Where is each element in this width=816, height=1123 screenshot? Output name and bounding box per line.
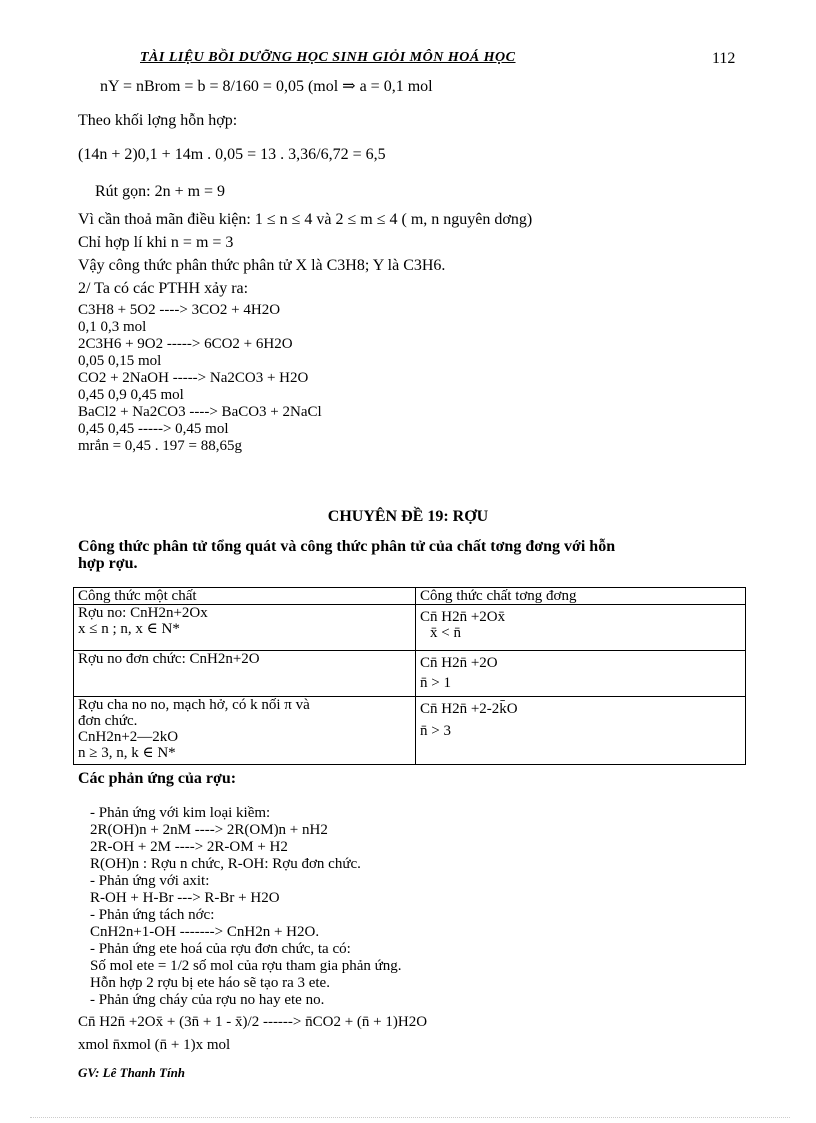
table-row [74, 605, 746, 651]
table-header: Công thức một chất [74, 588, 416, 605]
reaction-line: Số mol ete = 1/2 số mol của rợu tham gia phản ứng. [90, 958, 402, 974]
cell-line: Rợu no đơn chức: CnH2n+2O [78, 651, 260, 667]
table-row [74, 651, 746, 697]
table-header-row [74, 588, 746, 605]
reaction-line: 2R-OH + 2M ----> 2R-OM + H2 [90, 839, 288, 855]
text-line: (14n + 2)0,1 + 14m . 0,05 = 13 . 3,36/6,72 = 6,5 [78, 146, 386, 163]
cell-line: n̄ > 1 [420, 675, 451, 691]
reaction-line: CnH2n+1-OH -------> CnH2n + H2O. [90, 924, 320, 940]
table-cell [74, 651, 416, 697]
text-line: nY = nBrom = b = 8/160 = 0,05 (mol ⇒ a = 0,1 mol [100, 78, 433, 95]
reaction-line: R-OH + H-Br ---> R-Br + H2O [90, 890, 280, 906]
reaction-line: Cn̄ H2n̄ +2Ox̄ + (3n̄ + 1 - x̄)/2 ------> n̄CO2 + (n̄ + 1)H2O [78, 1014, 428, 1030]
table-cell [74, 697, 416, 765]
text-line: 2/ Ta có các PTHH xảy ra: [78, 280, 249, 297]
table-cell [74, 605, 416, 651]
section-title: CHUYÊN ĐỀ 19: RỢU [327, 508, 489, 525]
reaction-line: BaCl2 + Na2CO3 ----> BaCO3 + 2NaCl [78, 404, 322, 420]
formula-table [73, 587, 746, 765]
reaction-line: CO2 + 2NaOH -----> Na2CO3 + H2O [78, 370, 309, 386]
cell-line: Rợu cha no no, mạch hở, có k nối π và [78, 697, 310, 713]
reaction-line: 0,1 0,3 mol [78, 319, 147, 335]
reaction-line: - Phản ứng ete hoá của rợu đơn chức, ta có: [90, 941, 351, 957]
reaction-line: C3H8 + 5O2 ----> 3CO2 + 4H2O [78, 302, 281, 318]
cell-line: Cn̄ H2n̄ +2O [420, 655, 498, 671]
cell-line: Rợu no: CnH2n+2Ox [78, 605, 208, 621]
cell-line: đơn chức. [78, 713, 138, 729]
table-row [74, 697, 746, 765]
text-line: Rút gọn: 2n + m = 9 [95, 183, 226, 200]
footer-author: GV: Lê Thanh Tính [78, 1065, 186, 1080]
table-cell [416, 605, 746, 651]
text-line: Theo khối lợng hỗn hợp: [78, 112, 238, 129]
table-cell [416, 651, 746, 697]
cell-line: Cn̄ H2n̄ +2-2k̄O [420, 701, 518, 717]
subheading: Công thức phân tử tổng quát và công thức phân tử của chất tơng đơng với hỗn [78, 538, 616, 555]
reaction-line: Hỗn hợp 2 rợu bị ete háo sẽ tạo ra 3 ete. [90, 975, 330, 991]
reaction-line: 2C3H6 + 9O2 -----> 6CO2 + 6H2O [78, 336, 293, 352]
reaction-line: 2R(OH)n + 2nM ----> 2R(OM)n + nH2 [90, 822, 328, 838]
cell-line: x̄ < n̄ [430, 625, 461, 641]
cell-line: x ≤ n ; n, x ∈ N* [78, 621, 180, 637]
reaction-line: mrắn = 0,45 . 197 = 88,65g [78, 438, 242, 454]
table-header: Công thức chất tơng đơng [416, 588, 746, 605]
reaction-line: 0,45 0,45 -----> 0,45 mol [78, 421, 229, 437]
reaction-line: - Phản ứng cháy của rợu no hay ete no. [90, 992, 325, 1008]
cell-line: Cn̄ H2n̄ +2Ox̄ [420, 609, 506, 625]
reactions-heading: Các phản ứng của rợu: [78, 770, 237, 787]
reaction-line: - Phản ứng với kim loại kiềm: [90, 805, 271, 821]
text-line: Vì cần thoả mãn điều kiện: 1 ≤ n ≤ 4 và 2 ≤ m ≤ 4 ( m, n nguyên dơng) [78, 211, 533, 228]
reaction-line: - Phản ứng tách nớc: [90, 907, 215, 923]
cell-line: CnH2n+2—2kO [78, 729, 179, 745]
reaction-line: 0,45 0,9 0,45 mol [78, 387, 184, 403]
table-cell [416, 697, 746, 765]
text-line: Chỉ hợp lí khi n = m = 3 [78, 234, 234, 251]
cell-line: n̄ > 3 [420, 723, 451, 739]
bottom-divider [30, 1117, 790, 1118]
cell-line: n ≥ 3, n, k ∈ N* [78, 745, 176, 761]
reaction-line: R(OH)n : Rợu n chức, R-OH: Rợu đơn chức. [90, 856, 361, 872]
reaction-line: xmol n̄xmol (n̄ + 1)x mol [78, 1037, 231, 1053]
text-line: Vậy công thức phân thức phân tử X là C3H8; Y là C3H6. [78, 257, 446, 274]
page-header: TÀI LIỆU BỒI DƯỠNG HỌC SINH GIỎI MÔN HOÁ HỌC [140, 50, 516, 65]
reaction-line: 0,05 0,15 mol [78, 353, 162, 369]
reaction-line: - Phản ứng với axit: [90, 873, 210, 889]
page-number: 112 [712, 50, 736, 67]
subheading: hợp rợu. [78, 555, 138, 572]
